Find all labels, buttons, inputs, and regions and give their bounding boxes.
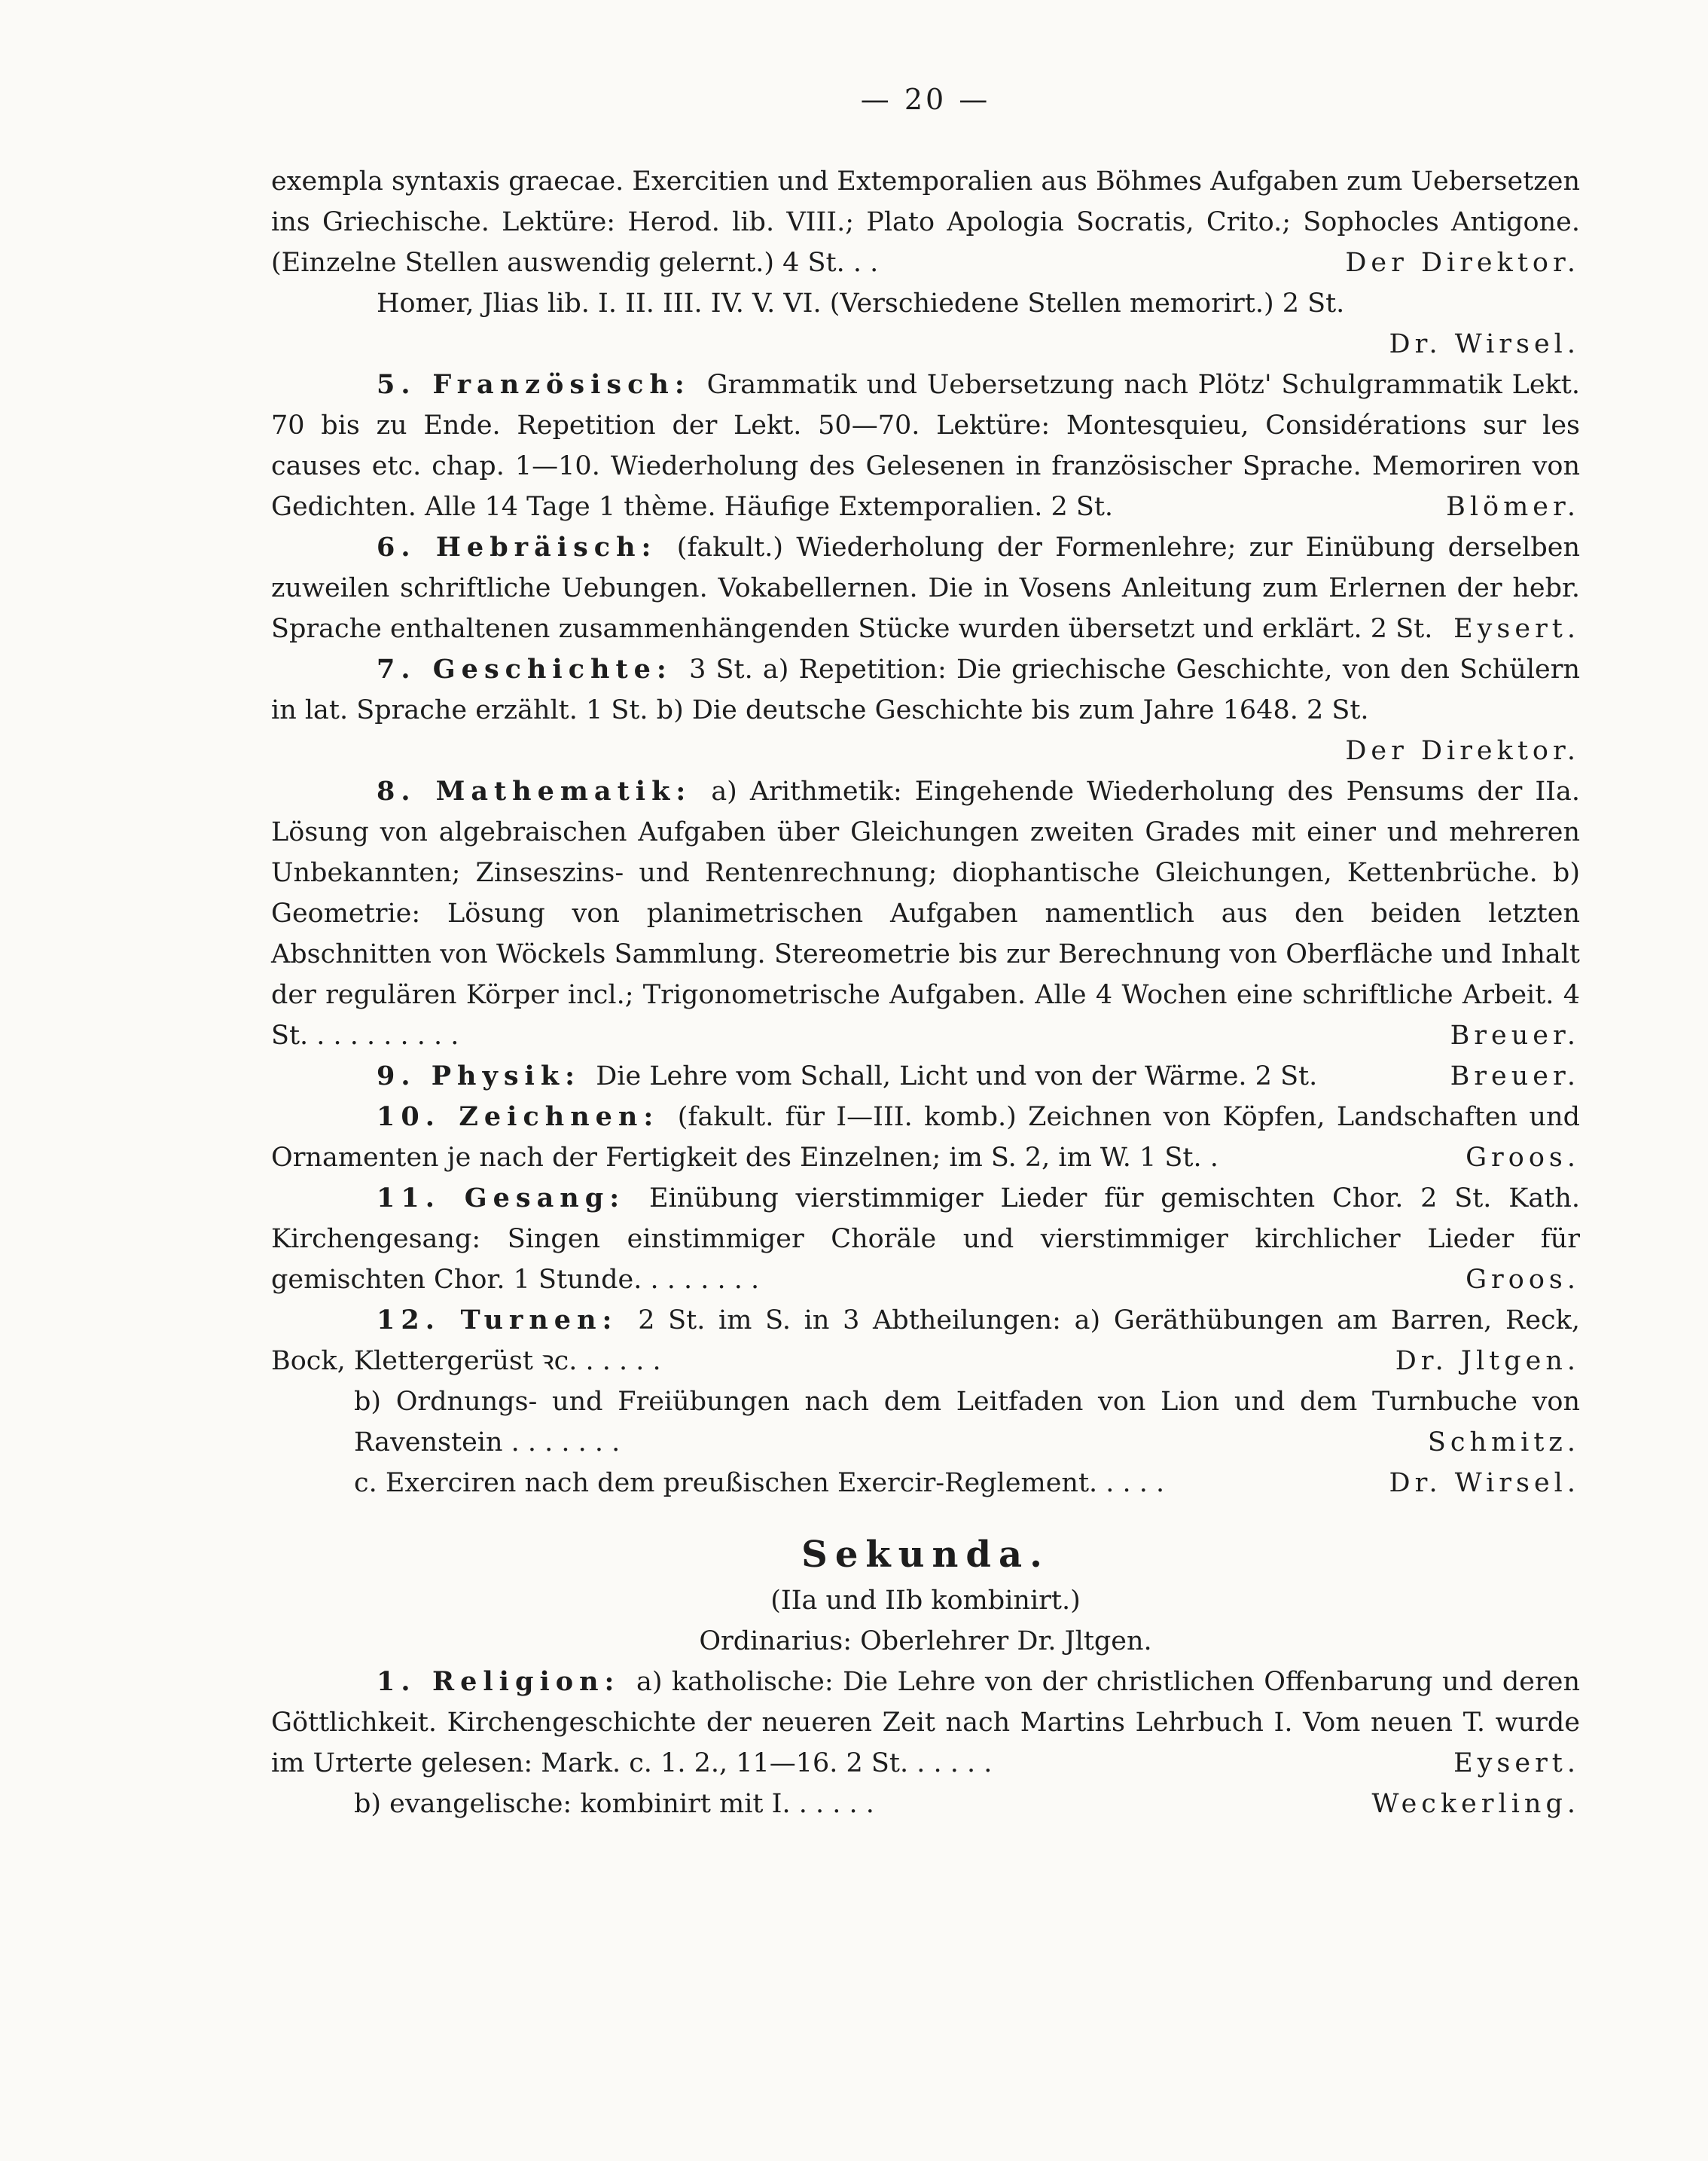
teacher-name: Eysert. xyxy=(1453,614,1580,644)
paragraph xyxy=(271,527,1580,649)
subject-label: 9. Physik: xyxy=(377,1061,596,1091)
paragraph xyxy=(271,1178,1580,1300)
paragraph-text: Einübung vierstimmiger Lieder für gemischten Chor. 2 St. Kath. Kirchengesang: Singen einstimmiger Choräle und vierstimmiger kirchlicher Lieder für gemischten Chor. 1 Stunde. . . . . . . . xyxy=(271,1183,1580,1295)
subject-label: 6. Hebräisch: xyxy=(377,532,677,563)
subject-label: 1. Religion: xyxy=(377,1666,636,1697)
teacher-name: Schmitz. xyxy=(1427,1427,1580,1457)
paragraph xyxy=(271,365,1580,527)
paragraph xyxy=(271,1097,1580,1178)
paragraph-text: c. Exerciren nach dem preußischen Exercir-Reglement. . . . . xyxy=(354,1468,1165,1498)
subject-label: 12. Turnen: xyxy=(377,1305,639,1335)
paragraph-text: Homer, Jlias lib. I. II. III. IV. V. VI. (Verschiedene Stellen memorirt.) 2 St. xyxy=(377,288,1345,319)
subject-label: 10. Zeichnen: xyxy=(377,1101,678,1132)
paragraph xyxy=(271,283,1580,365)
teacher-name: Dr. Wirsel. xyxy=(1389,329,1580,359)
paragraph xyxy=(271,1463,1580,1503)
section-subheading: (IIa und IIb kombinirt.) xyxy=(770,1586,1081,1616)
paragraph-text: (fakult.) Wiederholung der Formenlehre; zur Einübung derselben zuweilen schriftliche Uebungen. Vokabellernen. Die in Vosens Anleitung zum Erlernen der hebr. Sprache enthaltenen zusammenhängenden Stücke wurden übersetzt und erklärt. 2 St. xyxy=(271,533,1580,644)
paragraph-text: Die Lehre vom Schall, Licht und von der Wärme. 2 St. xyxy=(596,1061,1318,1091)
paragraph-text: b) evangelische: kombinirt mit I. . . . . . xyxy=(354,1789,874,1819)
paragraph-text: 3 St. a) Repetition: Die griechische Geschichte, von den Schülern in lat. Sprache erzählt. 1 St. b) Die deutsche Geschichte bis zum Jahre 1648. 2 St. xyxy=(271,655,1581,725)
section-heading: Sekunda. xyxy=(801,1534,1050,1576)
subject-label: 7. Geschichte: xyxy=(377,654,690,685)
paragraph-text: b) Ordnungs- und Freiübungen nach dem Leitfaden von Lion und dem Turnbuche von Ravenstein . . . . . . . xyxy=(354,1387,1580,1457)
subject-label: 11. Gesang: xyxy=(377,1183,650,1213)
teacher-name: Groos. xyxy=(1466,1265,1580,1295)
paragraph-text: Grammatik und Uebersetzung nach Plötz' Schulgrammatik Lekt. 70 bis zu Ende. Repetition der Lekt. 50—70. Lektüre: Montesquieu, Considérations sur les causes etc. chap. 1—10. Wiederholung des Gelesenen in französischer Sprache. Memoriren von Gedichten. Alle 14 Tage 1 thème. Häufige Extemporalien. 2 St. xyxy=(271,370,1581,522)
teacher-name: Dr. Wirsel. xyxy=(1389,1468,1580,1498)
page-number: — 20 — xyxy=(860,83,991,116)
paragraph-text: a) Arithmetik: Eingehende Wiederholung des Pensums der IIa. Lösung von algebraischen Aufgaben über Gleichungen zweiten Grades mit einer und mehreren Unbekannten; Zinseszins- und Rentenrechnung; diophantische Gleichungen, Kettenbrüche. b) Geometrie: Lösung von planimetrischen Aufgaben namentlich aus den beiden letzten Abschnitten von Wöckels Sammlung. Stereometrie bis zur Berechnung von Oberfläche und Inhalt der regulären Körper incl.; Trigonometrische Aufgaben. Alle 4 Wochen eine schriftliche Arbeit. 4 St. . . . . . . . . . xyxy=(271,777,1580,1051)
teacher-name: Weckerling. xyxy=(1371,1789,1580,1819)
paragraph xyxy=(271,1056,1580,1097)
teacher-name: Eysert. xyxy=(1453,1748,1580,1778)
subject-label: 5. Französisch: xyxy=(377,369,707,400)
teacher-name: Breuer. xyxy=(1450,1021,1580,1051)
teacher-name: Groos. xyxy=(1466,1143,1580,1173)
teacher-name: Der Direktor. xyxy=(1345,736,1580,766)
paragraph-text: a) katholische: Die Lehre von der christlichen Offenbarung und deren Göttlichkeit. Kirchengeschichte der neueren Zeit nach Martins Lehrbuch I. Vom neuen T. wurde im Urterte gelesen: Mark. c. 1. 2., 11—16. 2 St. . . . . . xyxy=(271,1667,1580,1778)
paragraph xyxy=(271,1784,1580,1824)
sekunda-body xyxy=(271,1662,1580,1824)
paragraph xyxy=(271,771,1580,1056)
paragraph-text: (fakult. für I—III. komb.) Zeichnen von Köpfen, Landschaften und Ornamenten je nach der Fertigkeit des Einzelnen; im S. 2, im W. 1 St. . xyxy=(271,1102,1580,1173)
teacher-name: Dr. Jltgen. xyxy=(1395,1346,1580,1376)
paragraph-text: 2 St. im S. in 3 Abtheilungen: a) Geräthübungen am Barren, Reck, Bock, Klettergerüst ꝛc. . . . . . xyxy=(271,1305,1580,1376)
teacher-name: Blömer. xyxy=(1446,492,1580,522)
paragraph xyxy=(271,1381,1580,1463)
document-body xyxy=(271,161,1580,1503)
paragraph-text: exempla syntaxis graecae. Exercitien und Extemporalien aus Böhmes Aufgaben zum Uebersetzen ins Griechische. Lektüre: Herod. lib. VIII.; Plato Apologia Socratis, Crito.; Sophocles Antigone. (Einzelne Stellen auswendig gelernt.) 4 St. . . xyxy=(271,166,1580,278)
paragraph xyxy=(271,161,1580,283)
paragraph xyxy=(271,1300,1580,1381)
paragraph xyxy=(271,649,1580,771)
paragraph xyxy=(271,1662,1580,1784)
ordinarius-line: Ordinarius: Oberlehrer Dr. Jltgen. xyxy=(699,1626,1152,1656)
subject-label: 8. Mathematik: xyxy=(377,776,712,807)
teacher-name: Breuer. xyxy=(1450,1061,1580,1091)
teacher-name: Der Direktor. xyxy=(1345,248,1580,278)
